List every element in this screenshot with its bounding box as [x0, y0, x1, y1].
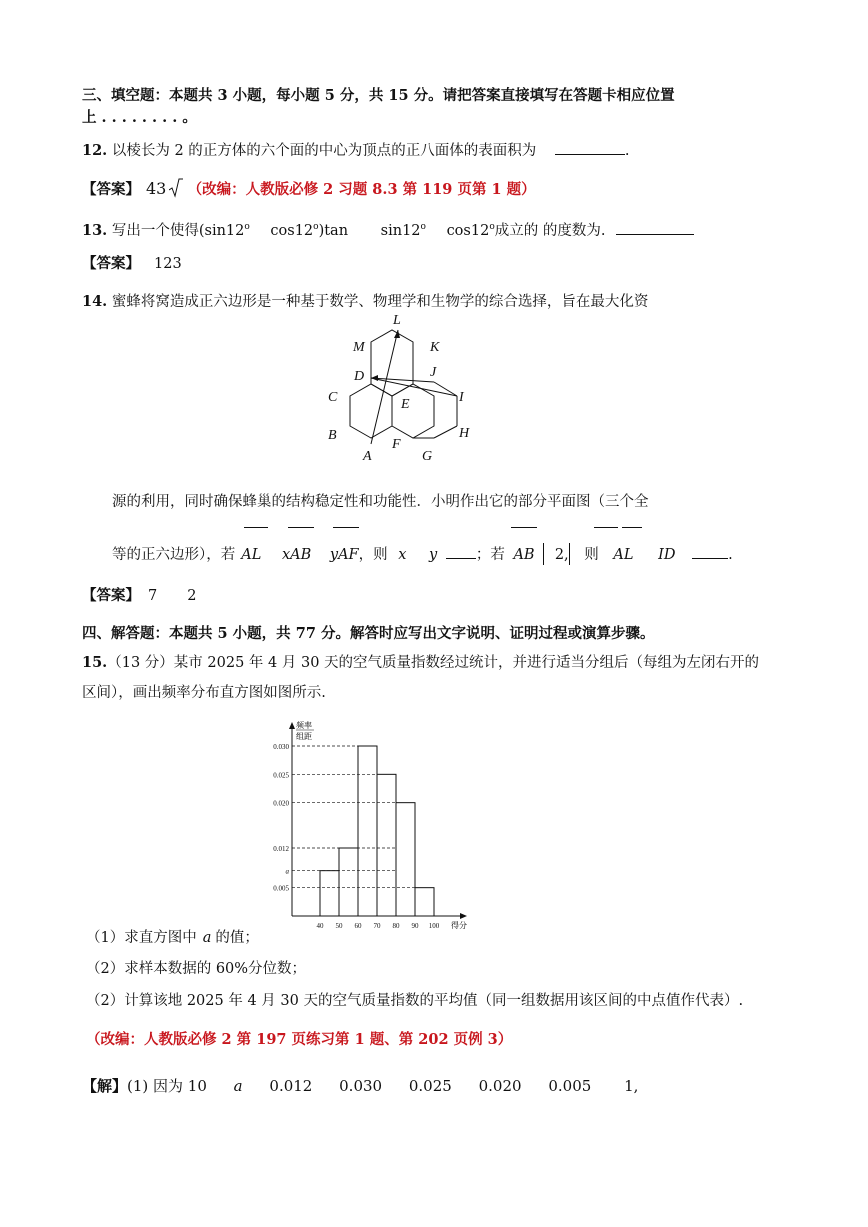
q15-term-2: 0.030 [339, 1077, 383, 1095]
q14-answer-label: 【答案】 [82, 587, 140, 604]
y-tick-label-0: 0.030 [273, 743, 289, 751]
q13-sup3: o [420, 222, 426, 233]
x-tick-label-4: 80 [392, 922, 400, 930]
q13-text-e: cos12 [446, 223, 490, 239]
histogram-bar-0 [320, 871, 339, 916]
q13-answer-value: 123 [154, 256, 182, 272]
x-tick-label-0: 40 [316, 922, 324, 930]
q15-sub1-var: a [202, 930, 212, 946]
histogram-bar-4 [396, 803, 415, 916]
y-label-bottom: 组距 [296, 732, 312, 741]
q12-answer [82, 178, 536, 199]
q15-line1 [82, 651, 759, 672]
q12-answer-label: 【答案】 [82, 181, 140, 198]
q14-text3 [112, 543, 733, 565]
y-axis-arrow-icon [289, 722, 295, 729]
q14-blank2 [692, 544, 728, 559]
x-tick-label-3: 70 [373, 922, 381, 930]
label-d: D [354, 369, 365, 384]
q15-sub2: （2）求样本数据的 60%分位数； [86, 961, 307, 977]
q15-source-note: （改编：人教版必修 2 第 197 页练习第 1 题、第 202 页例 3） [86, 1031, 513, 1048]
q13-text-a: 写出一个使得(sin12 [111, 223, 245, 239]
q15-solution-text: (1) 因为 10 [127, 1077, 207, 1095]
y-tick-label-1: 0.025 [273, 771, 289, 780]
q14-text3-f: x [398, 547, 407, 563]
frequency-histogram [262, 716, 477, 934]
q13-text-b: cos12 [270, 223, 314, 239]
q12-question [82, 139, 630, 160]
q15-line2: 区间），画出频率分布直方图如图所示. [82, 685, 326, 701]
q15-term-1: 0.012 [269, 1077, 313, 1095]
label-f: F [392, 437, 401, 452]
q14-text3-e: ，则 [358, 547, 388, 563]
q14-text3-g: y [429, 547, 438, 563]
q14-text3-l: AL [613, 547, 634, 563]
q14-text3-m: ID [658, 547, 676, 563]
q15-term-3: 0.025 [408, 1077, 452, 1095]
q14-blank1 [446, 544, 476, 559]
label-i: I [459, 390, 464, 405]
q14-text1: 蜜蜂将窝造成正六边形是一种基于数学、物理学和生物学的综合选择，旨在最大化资 [111, 294, 649, 310]
q13-question [82, 219, 694, 240]
q13-answer-label: 【答案】 [82, 255, 140, 272]
q13-answer-blank [616, 220, 694, 235]
q14-number: 14. [82, 293, 108, 310]
q15-term-6: 1, [624, 1077, 639, 1095]
y-tick-label-2: 0.020 [273, 799, 289, 808]
q13-sup2: o [313, 222, 319, 233]
arrow-head-d-icon [371, 375, 378, 381]
q14-text2: 源的利用，同时确保蜂巢的结构稳定性和功能性．小明作出它的部分平面图（三个全 [112, 494, 649, 510]
q14-text3-end: . [728, 547, 733, 563]
vector-bar-al2 [594, 527, 618, 528]
q15-solution [82, 1075, 638, 1096]
y-tick-label-5: 0.005 [273, 884, 289, 893]
q13-sup4: o [489, 222, 495, 233]
y-label-top: 频率 [296, 721, 312, 730]
vector-bar-ab2 [511, 527, 537, 528]
q15-term-4: 0.020 [478, 1077, 522, 1095]
abs-bar-right [569, 543, 570, 565]
q12-answer-blank [555, 140, 625, 155]
q13-sup1: o [244, 222, 250, 233]
q13-text-f: 成立的 的度数为. [494, 223, 606, 239]
honeycomb-figure [320, 308, 500, 468]
q15-sub1-end: 的值； [215, 930, 259, 946]
vector-bar-af [333, 527, 359, 528]
q14-text3-j: 2, [554, 547, 569, 563]
q15-sub1-text: （1）求直方图中 [86, 930, 197, 946]
q15-sub3: （2）计算该地 2025 年 4 月 30 天的空气质量指数的平均值（同一组数据用该区间的中点值作代表）. [86, 993, 744, 1009]
q13-text-d: sin12 [380, 223, 421, 239]
q12-answer-value: 43 [146, 179, 167, 198]
label-m: M [353, 340, 365, 355]
vector-bar-id [622, 527, 642, 528]
x-label: 得分 [451, 921, 467, 930]
label-g: G [422, 449, 433, 464]
label-h: H [459, 426, 470, 441]
q15-line1-text: （13 分）某市 2025 年 4 月 30 天的空气质量指数经过统计，并进行适当分组后（每组为左闭右开的 [107, 655, 760, 671]
x-tick-label-2: 60 [354, 922, 362, 930]
vector-bar-al [244, 527, 268, 528]
section3-heading-cont: 上 . . . . . . . . 。 [82, 109, 197, 126]
q15-solution-label: 【解】 [82, 1077, 128, 1095]
q13-answer [82, 252, 182, 273]
histogram-bar-1 [339, 848, 358, 916]
abs-bar-left [543, 543, 544, 565]
vector-bar-ab [288, 527, 314, 528]
hexagon-edge-gh [434, 426, 457, 438]
x-tick-label-5: 90 [411, 922, 419, 930]
q15-number: 15. [82, 654, 108, 671]
label-e: E [401, 397, 410, 412]
q12-source-note: （改编：人教版必修 2 习题 8.3 第 119 页第 1 题） [187, 181, 536, 198]
q13-text-c: )tan [318, 223, 349, 239]
q14-text3-b: AL [241, 547, 262, 563]
q14-text3-i: AB [513, 547, 535, 563]
q14-text3-h: ；若 [475, 547, 505, 563]
label-k: K [430, 340, 440, 355]
q12-end: . [624, 143, 630, 159]
label-j: J [430, 365, 437, 380]
histogram-bar-3 [377, 774, 396, 916]
hexagon-top [371, 330, 413, 396]
histogram-bar-2 [358, 746, 377, 916]
label-b: B [328, 428, 337, 443]
q14-text3-d: yAF [329, 547, 359, 563]
q13-number: 13. [82, 222, 108, 239]
q15-solution-var: a [233, 1077, 243, 1095]
q14-text3-c: xAB [281, 547, 312, 563]
q12-number: 12. [82, 142, 108, 159]
x-axis-arrow-icon [460, 913, 467, 919]
section4-heading: 四、解答题：本题共 5 小题，共 77 分。解答时应写出文字说明、证明过程或演算步骤。 [82, 625, 655, 642]
x-tick-label-6: 100 [428, 922, 440, 930]
q15-sub1 [86, 926, 259, 947]
sqrt-icon [169, 178, 183, 198]
q14-text3-k: 则 [584, 547, 599, 563]
label-l: L [393, 313, 401, 328]
q14-text3-a: 等的正六边形），若 [112, 547, 236, 563]
histogram-bar-5 [415, 888, 434, 916]
q15-term-5: 0.005 [548, 1077, 592, 1095]
y-tick-label-3: 0.012 [273, 845, 289, 853]
x-tick-label-1: 50 [335, 922, 343, 930]
label-c: C [328, 390, 338, 405]
section3-heading: 三、填空题：本题共 3 小题，每小题 5 分，共 15 分。请把答案直接填写在答题卡相应位置 [82, 87, 675, 104]
q14-answer-value2: 2 [187, 588, 197, 604]
q14-answer-value1: 7 [148, 588, 158, 604]
label-a: A [363, 449, 372, 464]
q12-text: 以棱长为 2 的正方体的六个面的中心为顶点的正八面体的表面积为 [111, 143, 537, 159]
q14-answer [82, 584, 196, 605]
y-tick-label-4: a [285, 867, 289, 876]
